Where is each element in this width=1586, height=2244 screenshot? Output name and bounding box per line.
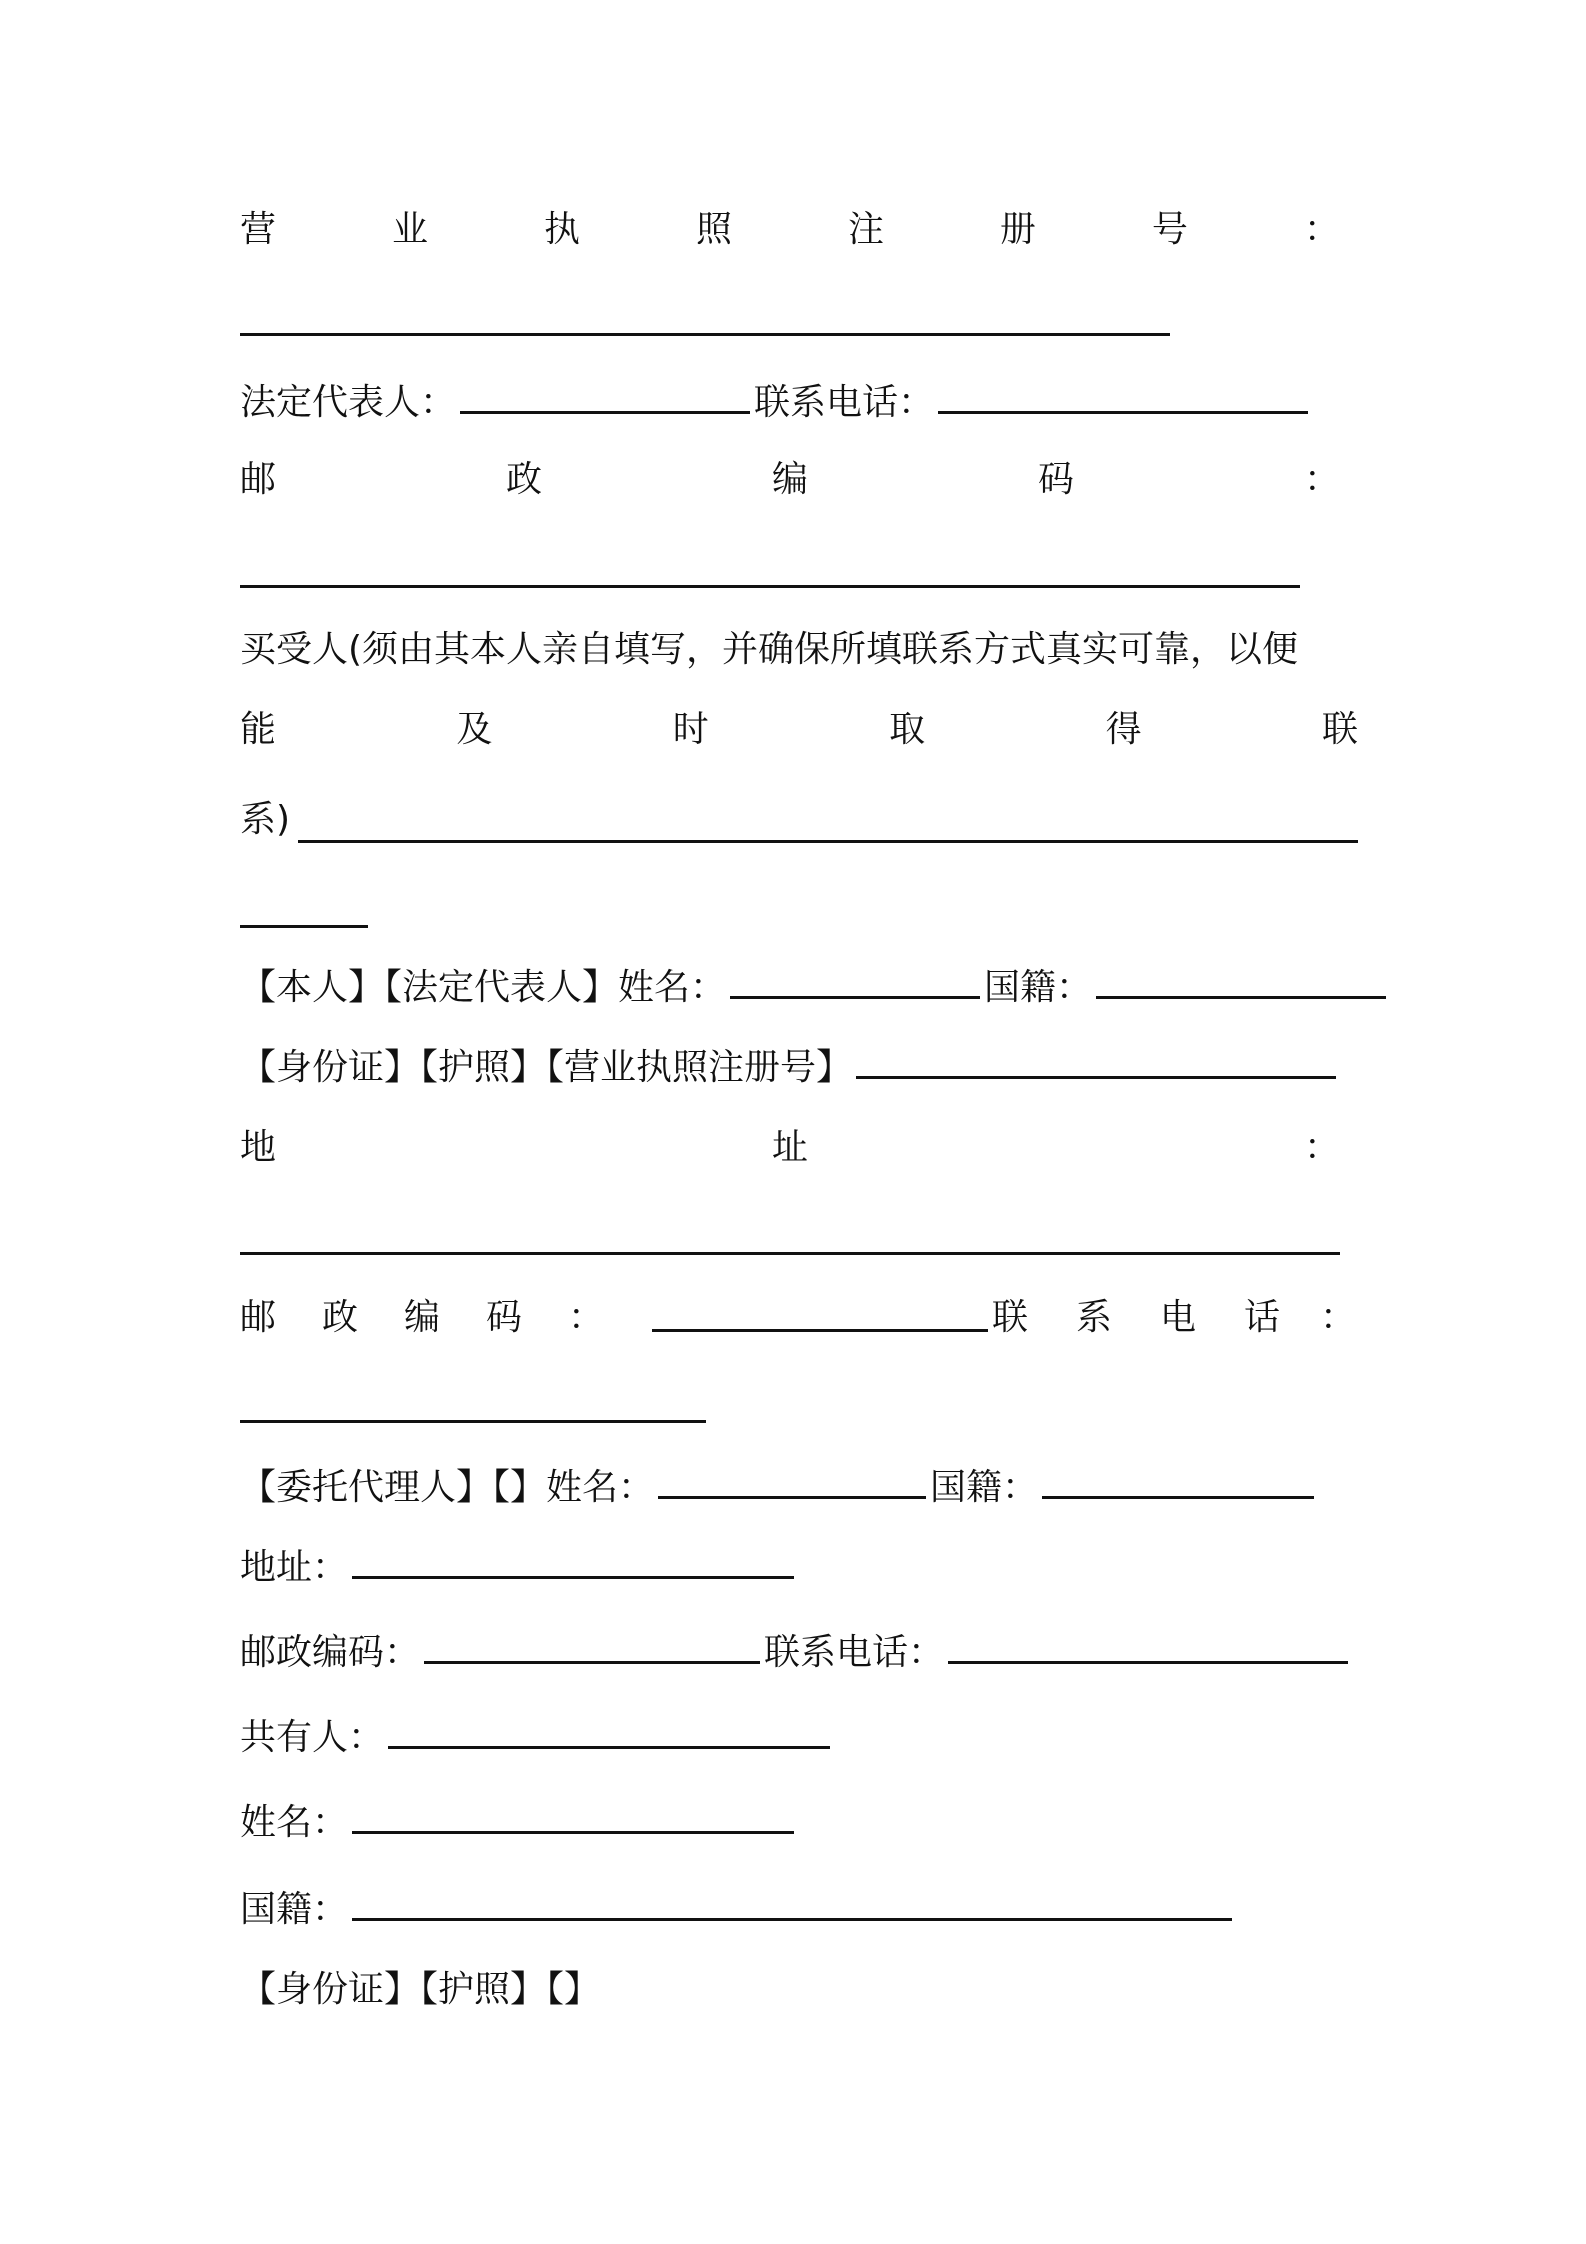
char: 能 <box>240 709 277 750</box>
postal-label-3: 邮政编码： <box>240 1632 421 1673</box>
party-label: 【本人】【法定代表人】姓名： <box>240 967 727 1008</box>
char: 联 <box>1321 709 1358 750</box>
legal-rep-blank[interactable] <box>460 407 750 414</box>
phone-label-3: 联系电话： <box>764 1632 945 1673</box>
id-line-2 <box>240 1965 600 2015</box>
char: 邮 <box>240 459 277 500</box>
agent-label: 【委托代理人】【】姓名： <box>240 1467 655 1508</box>
buyer-line-3 <box>240 795 290 845</box>
name-line <box>240 1798 798 1848</box>
char: 码 <box>486 1297 523 1338</box>
address-line-2 <box>240 1543 798 1593</box>
legal-rep-phone-blank[interactable] <box>938 407 1308 414</box>
char: 系 <box>1076 1297 1113 1338</box>
buyer-text-3: 系) <box>240 799 291 840</box>
postal-blank-3[interactable] <box>424 1657 760 1664</box>
name-blank[interactable] <box>352 1827 794 1834</box>
char: 联 <box>992 1297 1029 1338</box>
id-label: 【身份证】【护照】【营业执照注册号】 <box>240 1047 853 1088</box>
postal-code-blank-1[interactable] <box>240 585 1300 588</box>
char: 取 <box>889 709 926 750</box>
phone-blank-2[interactable] <box>240 1420 706 1423</box>
agent-name-blank[interactable] <box>658 1492 926 1499</box>
address-label-1 <box>240 1123 1340 1173</box>
party-line <box>240 963 1390 1013</box>
postal-blank-2[interactable] <box>652 1329 988 1332</box>
id-blank[interactable] <box>856 1072 1336 1079</box>
nationality-label: 国籍： <box>240 1889 349 1930</box>
id-line <box>240 1043 1340 1093</box>
buyer-text-1: 买受人(须由其本人亲自填写，并确保所填联系方式真实可靠，以便 <box>240 629 1299 670</box>
char: 注 <box>847 209 884 250</box>
postal-line-3 <box>240 1628 1352 1678</box>
char: 码 <box>1037 459 1074 500</box>
char: 话 <box>1244 1297 1281 1338</box>
char: ： <box>1303 1127 1340 1168</box>
char: 册 <box>999 209 1036 250</box>
legal-rep-phone-label: 联系电话： <box>754 382 935 423</box>
phone-blank-3[interactable] <box>948 1657 1348 1664</box>
char: 电 <box>1160 1297 1197 1338</box>
business-license-label <box>240 205 1340 255</box>
char: ： <box>568 1297 605 1338</box>
business-license-blank[interactable] <box>240 333 1170 336</box>
co-owner-label: 共有人： <box>240 1717 385 1758</box>
nationality-line <box>240 1885 1236 1935</box>
char: 及 <box>456 709 493 750</box>
agent-nationality-blank[interactable] <box>1042 1492 1314 1499</box>
co-owner-line <box>240 1713 834 1763</box>
address-label-2: 地址： <box>240 1547 349 1588</box>
char: ： <box>1303 459 1340 500</box>
char: 邮 <box>240 1297 277 1338</box>
postal-code-label-1 <box>240 455 1340 505</box>
legal-rep-line <box>240 378 1312 428</box>
char: 编 <box>404 1297 441 1338</box>
char: 号 <box>1151 209 1188 250</box>
party-nationality-label: 国籍： <box>984 967 1093 1008</box>
buyer-line-1 <box>240 625 1298 675</box>
legal-rep-label: 法定代表人： <box>240 382 457 423</box>
co-owner-blank[interactable] <box>388 1742 830 1749</box>
char: 业 <box>391 209 428 250</box>
char: 编 <box>771 459 808 500</box>
char: 政 <box>505 459 542 500</box>
address-blank-1[interactable] <box>240 1252 1340 1255</box>
char: ： <box>1303 209 1340 250</box>
char: 时 <box>672 709 709 750</box>
char: ： <box>1320 1297 1357 1338</box>
char: 地 <box>240 1127 277 1168</box>
id-label-2: 【身份证】【护照】【】 <box>240 1969 601 2010</box>
party-name-blank[interactable] <box>730 992 980 999</box>
nationality-blank[interactable] <box>352 1914 1232 1921</box>
char: 营 <box>240 209 277 250</box>
party-nationality-blank[interactable] <box>1096 992 1386 999</box>
agent-nationality-label: 国籍： <box>930 1467 1039 1508</box>
name-label: 姓名： <box>240 1802 349 1843</box>
buyer-line-2 <box>240 705 1358 755</box>
char: 址 <box>771 1127 808 1168</box>
char: 执 <box>543 209 580 250</box>
agent-line <box>240 1463 1318 1513</box>
postal-phone-line <box>240 1293 1357 1343</box>
char: 得 <box>1105 709 1142 750</box>
address-blank-2[interactable] <box>352 1572 794 1579</box>
buyer-blank-2[interactable] <box>240 925 368 928</box>
buyer-blank-1[interactable] <box>298 840 1358 843</box>
char: 政 <box>322 1297 359 1338</box>
char: 照 <box>695 209 732 250</box>
